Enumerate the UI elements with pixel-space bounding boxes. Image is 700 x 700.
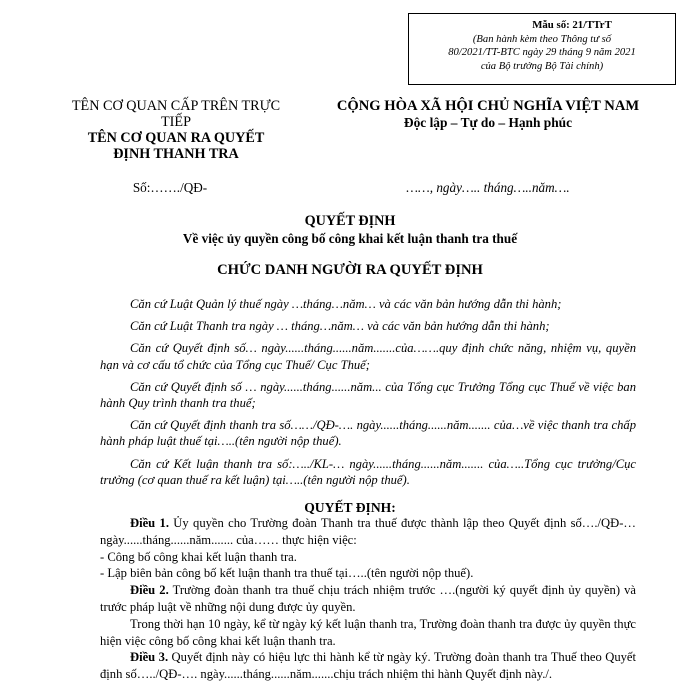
- article-2-label: Điều 2.: [130, 583, 169, 598]
- legal-basis-item: Căn cứ Luật Thanh tra ngày … tháng…năm… và các văn bản hướng dẫn thi hành;: [130, 319, 550, 334]
- article-2: [100, 582, 636, 616]
- legal-basis-item: Căn cứ Quyết định số… ngày......tháng......năm.......của…….quy định chức năng, nhiệm vụ, quyền hạn và cơ cấu tổ chức của Tổng cục Thuế/ Cục Thuế;: [100, 341, 636, 372]
- superior-agency-line-2: TIẾP: [161, 114, 191, 130]
- article-3-label: Điều 3.: [130, 650, 169, 665]
- form-note-line-2: 80/2021/TT-BTC ngày 29 tháng 9 năm 2021: [448, 47, 636, 59]
- issuer-title: CHỨC DANH NGƯỜI RA QUYẾT ĐỊNH: [217, 262, 483, 278]
- form-note-line-1: (Ban hành kèm theo Thông tư số: [472, 33, 612, 45]
- decision-heading: QUYẾT ĐỊNH:: [304, 500, 396, 515]
- article-2-deadline: Trong thời hạn 10 ngày, kể từ ngày ký kết luận thanh tra, Trường đoàn thanh tra được ủy quyền thực hiện việc công bố công khai kết luận thanh tra.: [100, 616, 636, 648]
- legal-bases: [100, 296, 636, 494]
- legal-basis-item: Căn cứ Luật Quản lý thuế ngày …tháng…năm… và các văn bản hướng dẫn thi hành;: [130, 297, 562, 311]
- article-2-text: Trường đoàn thanh tra thuế chịu trách nhiệm trước ….(người ký quyết định ủy quyền) và trước pháp luật về những nội dung được ủy quyền.: [100, 583, 637, 614]
- legal-basis-item: Căn cứ Kết luận thanh tra số:…../KL-… ngày......tháng......năm....... của…..Tổng cục trưởng/Cục trưởng (cơ quan thuế ra kết luận) tại…..(tên người nộp thuế).: [100, 456, 636, 487]
- article-3-text: Quyết định này có hiệu lực thi hành kể từ ngày ký. Trường đoàn thanh tra Thuế theo Quyết định số…../QĐ-…. ngày......tháng......năm.......chịu trách nhiệm thi hành Quyết định này./.: [100, 650, 636, 682]
- decision-number: Số:……./QĐ-: [132, 180, 208, 195]
- national-header: [298, 98, 678, 131]
- article-3: [100, 649, 636, 683]
- article-1-item: - Công bố công khai kết luận thanh tra.: [100, 549, 297, 564]
- issuer-agency-line-2: ĐỊNH THANH TRA: [113, 146, 239, 162]
- article-1: [100, 515, 636, 549]
- form-code: Mẫu số: 21/TTrT: [532, 19, 612, 31]
- legal-basis-item: Căn cứ Quyết định thanh tra số……/QĐ-…. ngày......tháng......năm....... của…về việc thanh tra chấp hành pháp luật thuế tại…..(tên người nộp thuế).: [100, 418, 636, 449]
- national-motto: Độc lập – Tự do – Hạnh phúc: [403, 115, 573, 130]
- article-1-label: Điều 1.: [130, 516, 169, 530]
- article-1-item: - Lập biên bản công bố kết luận thanh tra thuế tại…..(tên người nộp thuế).: [100, 566, 474, 581]
- document-subject: Về việc ủy quyền công bố công khai kết luận thanh tra thuế: [182, 231, 518, 246]
- nation-name: CỘNG HÒA XÃ HỘI CHỦ NGHĨA VIỆT NAM: [336, 98, 640, 114]
- superior-agency-line-1: TÊN CƠ QUAN CẤP TRÊN TRỰC: [71, 98, 281, 114]
- document-type-title: QUYẾT ĐỊNH: [304, 213, 396, 229]
- form-code-box: [408, 13, 676, 85]
- issuer-agency-line-1: TÊN CƠ QUAN RA QUYẾT: [87, 130, 265, 146]
- legal-basis-item: Căn cứ Quyết định số … ngày......tháng......năm... của Tổng cục Trưởng Tổng cục Thuế về việc ban hành Quy trình thanh tra thuế;: [100, 379, 636, 411]
- issuing-agency-header: [40, 98, 312, 162]
- place-date-line: ……, ngày….. tháng…..năm….: [406, 180, 570, 195]
- form-note-line-3: của Bộ trưởng Bộ Tài chính): [480, 60, 604, 72]
- articles-section: [100, 515, 636, 683]
- article-1-text: Ủy quyền cho Trường đoàn Thanh tra thuế được thành lập theo Quyết định số…./QĐ-… ngày......tháng......năm....... của…… thực hiện việc:: [100, 516, 636, 547]
